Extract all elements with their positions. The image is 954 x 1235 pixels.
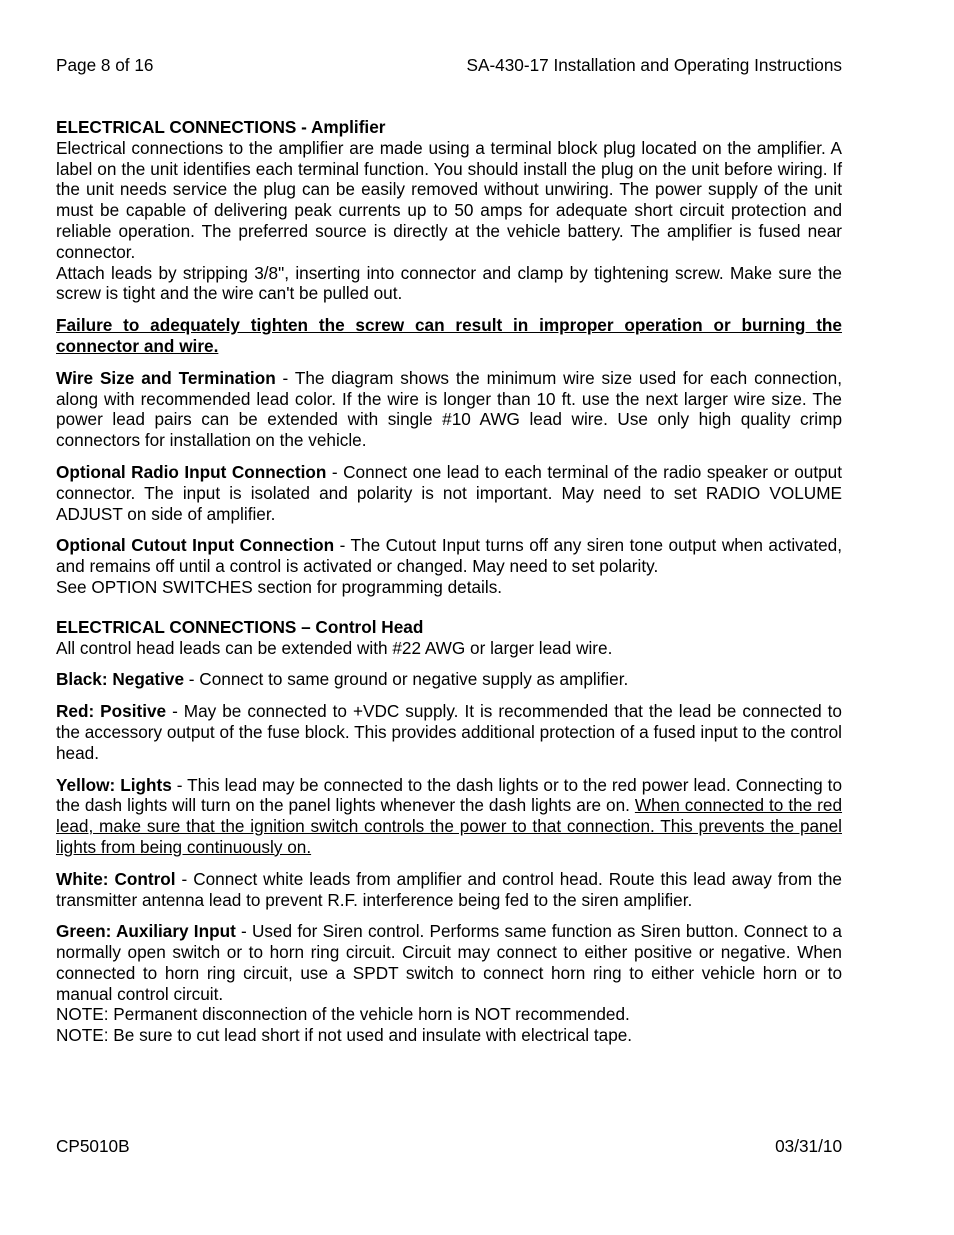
page-footer (56, 1136, 842, 1157)
black-lead-text: - Connect to same ground or negative supply as amplifier. (184, 669, 629, 690)
cutout-input-text: - The Cutout Input turns off any siren tone output when activated, and remains off until a control is activated or changed. May need to set polarity. (56, 535, 842, 577)
red-lead-paragraph (56, 701, 842, 763)
warning-text: Failure to adequately tighten the screw can result in improper operation or burning the connector and wire. (56, 315, 842, 356)
note-tape: NOTE: Be sure to cut lead short if not used and insulate with electrical tape. (56, 1025, 633, 1046)
document-code: CP5010B (56, 1136, 130, 1156)
green-lead-text: - Used for Siren control. Performs same function as Siren button. Connect to a normally open switch or to horn ring circuit. Circuit may connect to either positive or negative. When connected to horn ring circuit, use a SPDT switch to connect horn ring to either vehicle horn or to manual control circuit. (56, 921, 842, 1004)
control-head-intro: All control head leads can be extended with #22 AWG or larger lead wire. (56, 637, 613, 658)
black-lead-title: Black: Negative (56, 669, 185, 690)
radio-input-text: - Connect one lead to each terminal of the radio speaker or output connector. The input is isolated and polarity is not important. May need to set RADIO VOLUME ADJUST on side of amplifier. (56, 461, 842, 524)
white-lead-text: - Connect white leads from amplifier and control head. Route this lead away from the transmitter antenna lead to prevent R.F. interference being fed to the siren amplifier. (56, 868, 842, 910)
wire-size-title: Wire Size and Termination (56, 367, 276, 388)
cutout-input-title: Optional Cutout Input Connection (56, 535, 335, 556)
yellow-lead-underlined: When connected to the red lead, make sure that the ignition switch controls the power to that connection. This prevents the panel lights from being continuously on. (56, 795, 843, 857)
page-number: Page 8 of 16 (56, 55, 154, 75)
white-lead-paragraph (56, 869, 842, 911)
note-horn: NOTE: Permanent disconnection of the vehicle horn is NOT recommended. (56, 1004, 630, 1025)
red-lead-text: - May be connected to +VDC supply. It is recommended that the lead be connected to the accessory output of the fuse block. This provides additional protection of a fused input to the control head. (56, 701, 842, 763)
cutout-input-paragraph (56, 535, 842, 577)
yellow-lead-paragraph (56, 775, 842, 858)
yellow-lead-title: Yellow: Lights (56, 774, 172, 795)
radio-input-title: Optional Radio Input Connection (56, 461, 327, 482)
section-heading-control-head: ELECTRICAL CONNECTIONS – Control Head (56, 616, 424, 637)
page-header (56, 55, 842, 76)
document-title: SA-430-17 Installation and Operating Instructions (466, 55, 842, 75)
green-lead-title: Green: Auxiliary Input (56, 921, 236, 942)
wire-size-text: - The diagram shows the minimum wire size used for each connection, along with recommended lead color. If the wire is longer than 10 ft. use the next larger wire size. The power lead pairs can be extended with single #10 AWG lead wire. Use only high quality crimp connectors for installation on the vehicle. (56, 367, 842, 451)
attach-leads-paragraph: Attach leads by stripping 3/8", inserting into connector and clamp by tightening screw. Make sure the screw is tight and the wire can't be pulled out. (56, 262, 842, 304)
cutout-input-note: See OPTION SWITCHES section for programming details. (56, 576, 503, 597)
black-lead-paragraph (56, 669, 842, 690)
wire-size-paragraph (56, 368, 842, 451)
white-lead-title: White: Control (56, 868, 176, 889)
radio-input-paragraph (56, 462, 842, 524)
amplifier-paragraph: Electrical connections to the amplifier are made using a terminal block plug located on the amplifier. A label on the unit identifies each terminal function. You should install the plug on the unit before wiring. If the unit needs service the plug can be easily removed without unwiring. The power supply of the unit must be capable of delivering peak currents up to 50 amps for adequate short circuit protection and reliable operation. The preferred source is directly at the vehicle battery. The amplifier is fused near connector. (56, 137, 842, 262)
page-content (56, 117, 842, 1046)
yellow-lead-text: - This lead may be connected to the dash lights or to the red power lead. Connecting to the dash lights will turn on the panel lights whenever the dash lights are on. (56, 774, 842, 816)
document-date: 03/31/10 (775, 1136, 842, 1156)
section-heading-amplifier: ELECTRICAL CONNECTIONS - Amplifier (56, 117, 386, 137)
green-lead-paragraph (56, 921, 842, 1004)
red-lead-title: Red: Positive (56, 701, 167, 722)
